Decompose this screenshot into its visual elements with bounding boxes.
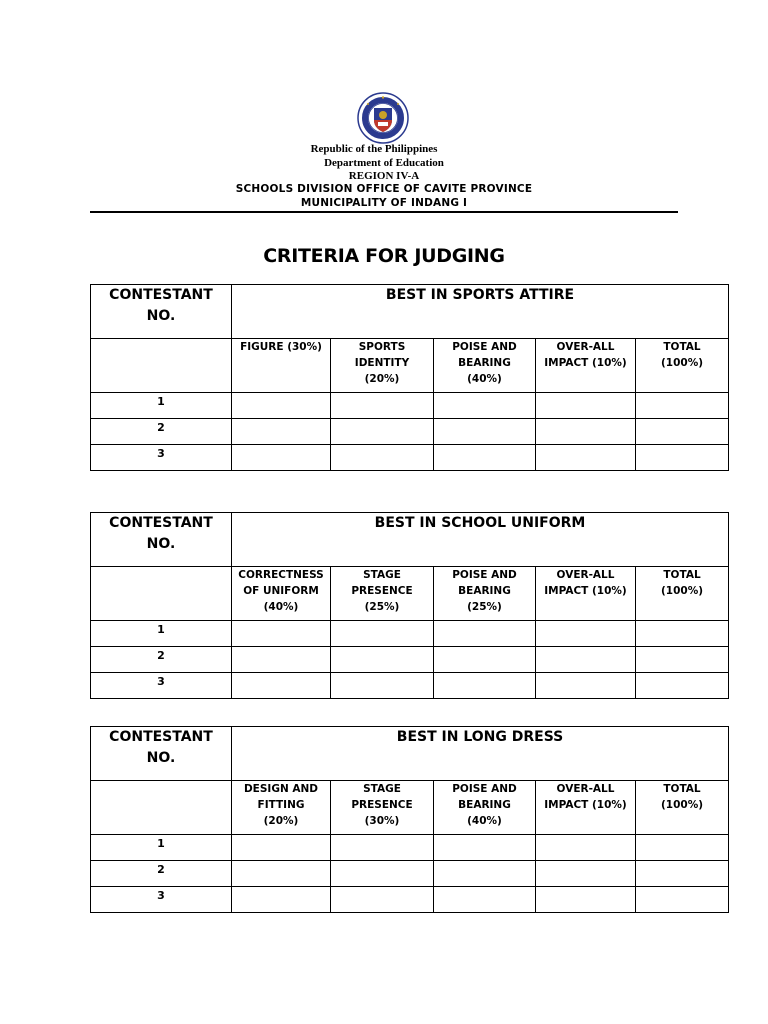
score-cell[interactable] — [434, 419, 536, 445]
score-cell[interactable] — [636, 393, 729, 419]
contestant-number: 1 — [91, 835, 232, 861]
deped-seal-logo — [357, 92, 409, 144]
score-cell[interactable] — [331, 647, 434, 673]
header-divider — [90, 211, 678, 213]
score-cell[interactable] — [232, 673, 331, 699]
criterion-header: OVER-ALL IMPACT (10%) — [536, 339, 636, 393]
criterion-header: POISE AND BEARING (25%) — [434, 567, 536, 621]
criterion-header: OVER-ALL IMPACT (10%) — [536, 567, 636, 621]
score-cell[interactable] — [331, 445, 434, 471]
score-cell[interactable] — [434, 887, 536, 913]
table-row — [91, 887, 729, 913]
score-cell[interactable] — [536, 673, 636, 699]
criterion-header: DESIGN AND FITTING (20%) — [232, 781, 331, 835]
contestant-header: CONTESTANT NO. — [91, 727, 232, 781]
table-row — [91, 445, 729, 471]
score-cell[interactable] — [331, 887, 434, 913]
score-cell[interactable] — [331, 835, 434, 861]
category-title: BEST IN LONG DRESS — [232, 727, 729, 781]
score-cell[interactable] — [536, 621, 636, 647]
score-cell[interactable] — [434, 647, 536, 673]
criteria-table-long-dress — [90, 726, 729, 913]
score-cell[interactable] — [434, 835, 536, 861]
score-cell[interactable] — [636, 621, 729, 647]
score-cell[interactable] — [232, 861, 331, 887]
header-republic: Republic of the Philippines — [310, 143, 438, 155]
page-title: CRITERIA FOR JUDGING — [263, 245, 505, 267]
table-row — [91, 393, 729, 419]
criterion-header: POISE AND BEARING (40%) — [434, 339, 536, 393]
table-row — [91, 673, 729, 699]
score-cell[interactable] — [232, 887, 331, 913]
score-cell[interactable] — [536, 445, 636, 471]
score-cell[interactable] — [331, 393, 434, 419]
score-cell[interactable] — [536, 835, 636, 861]
score-cell[interactable] — [232, 445, 331, 471]
header-department: Department of Education — [324, 157, 444, 169]
score-cell[interactable] — [434, 445, 536, 471]
score-cell[interactable] — [331, 419, 434, 445]
criterion-header: POISE AND BEARING (40%) — [434, 781, 536, 835]
contestant-number: 3 — [91, 673, 232, 699]
score-cell[interactable] — [232, 419, 331, 445]
criterion-header: CORRECTNESS OF UNIFORM (40%) — [232, 567, 331, 621]
contestant-number: 3 — [91, 445, 232, 471]
score-cell[interactable] — [636, 835, 729, 861]
score-cell[interactable] — [536, 887, 636, 913]
score-cell[interactable] — [636, 673, 729, 699]
score-cell[interactable] — [636, 887, 729, 913]
score-cell[interactable] — [636, 419, 729, 445]
table-row — [91, 647, 729, 673]
score-cell[interactable] — [331, 621, 434, 647]
criterion-header: STAGE PRESENCE (25%) — [331, 567, 434, 621]
category-title: BEST IN SCHOOL UNIFORM — [232, 513, 729, 567]
total-header: TOTAL (100%) — [636, 339, 729, 393]
contestant-number: 2 — [91, 861, 232, 887]
score-cell[interactable] — [232, 647, 331, 673]
contestant-header: CONTESTANT NO. — [91, 285, 232, 339]
table-row — [91, 835, 729, 861]
contestant-number: 1 — [91, 393, 232, 419]
score-cell[interactable] — [331, 673, 434, 699]
criterion-header: STAGE PRESENCE (30%) — [331, 781, 434, 835]
table-row — [91, 419, 729, 445]
score-cell[interactable] — [434, 393, 536, 419]
score-cell[interactable] — [232, 835, 331, 861]
category-title: BEST IN SPORTS ATTIRE — [232, 285, 729, 339]
blank-header-cell — [91, 781, 232, 835]
total-header: TOTAL (100%) — [636, 781, 729, 835]
score-cell[interactable] — [536, 393, 636, 419]
score-cell[interactable] — [636, 445, 729, 471]
table-row — [91, 861, 729, 887]
score-cell[interactable] — [232, 393, 331, 419]
criterion-header: OVER-ALL IMPACT (10%) — [536, 781, 636, 835]
blank-header-cell — [91, 567, 232, 621]
blank-header-cell — [91, 339, 232, 393]
criteria-table-school-uniform — [90, 512, 729, 699]
score-cell[interactable] — [636, 647, 729, 673]
score-cell[interactable] — [434, 861, 536, 887]
header-division-office: SCHOOLS DIVISION OFFICE OF CAVITE PROVINCE — [235, 183, 533, 195]
criteria-table-sports-attire — [90, 284, 729, 471]
table-row — [91, 621, 729, 647]
header-municipality: MUNICIPALITY OF INDANG I — [300, 197, 468, 209]
score-cell[interactable] — [536, 861, 636, 887]
score-cell[interactable] — [636, 861, 729, 887]
score-cell[interactable] — [536, 419, 636, 445]
contestant-header: CONTESTANT NO. — [91, 513, 232, 567]
contestant-number: 2 — [91, 419, 232, 445]
criterion-header: FIGURE (30%) — [232, 339, 331, 393]
contestant-number: 1 — [91, 621, 232, 647]
score-cell[interactable] — [434, 621, 536, 647]
contestant-number: 3 — [91, 887, 232, 913]
score-cell[interactable] — [331, 861, 434, 887]
score-cell[interactable] — [434, 673, 536, 699]
header-region: REGION IV-A — [348, 170, 420, 182]
contestant-number: 2 — [91, 647, 232, 673]
score-cell[interactable] — [536, 647, 636, 673]
criterion-header: SPORTS IDENTITY (20%) — [331, 339, 434, 393]
total-header: TOTAL (100%) — [636, 567, 729, 621]
score-cell[interactable] — [232, 621, 331, 647]
